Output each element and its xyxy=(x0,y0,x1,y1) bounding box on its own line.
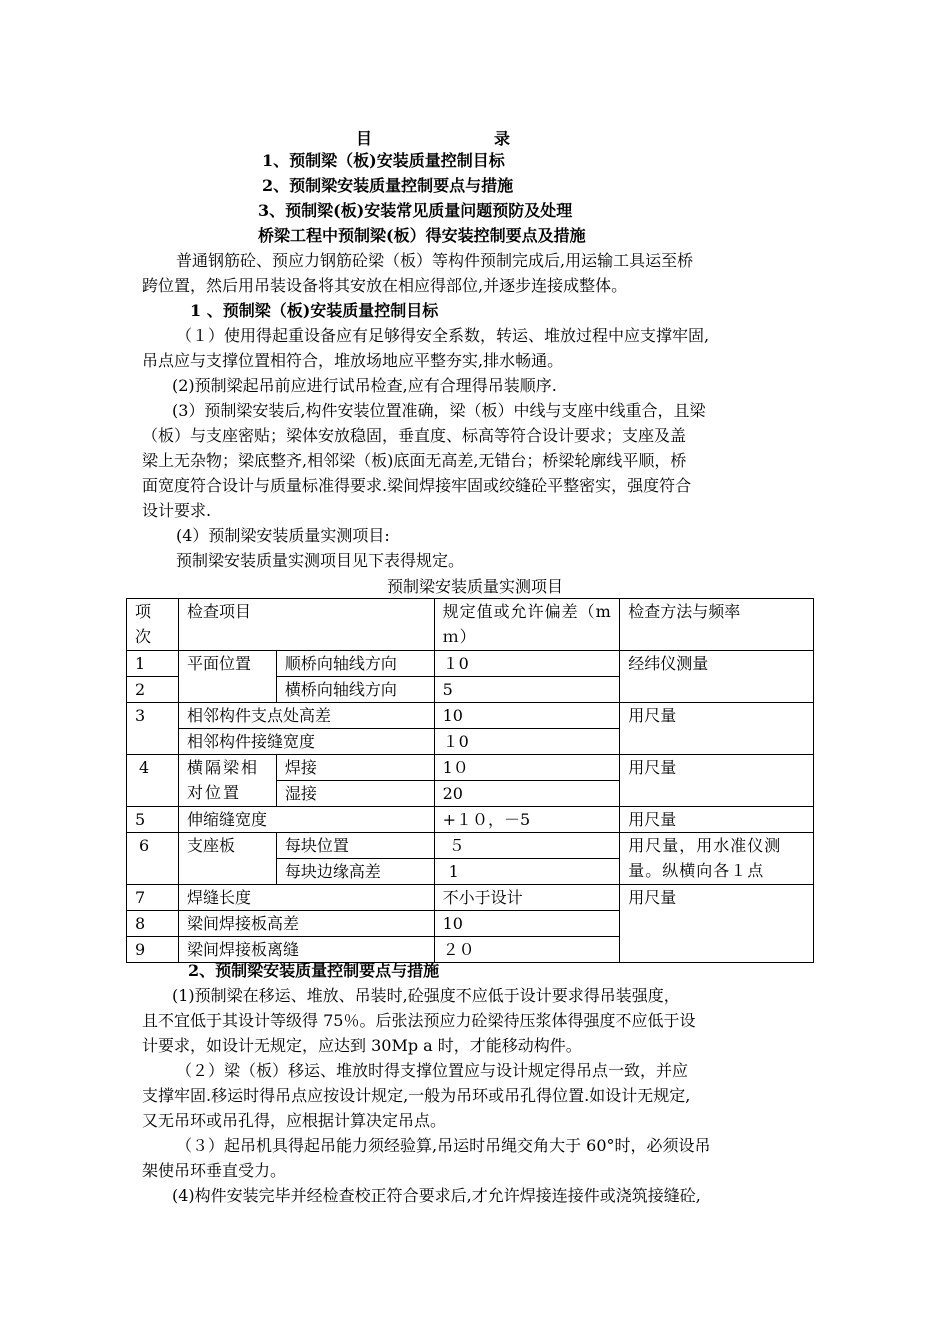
table-row xyxy=(127,755,814,781)
row3-value-b: １0 xyxy=(434,729,620,755)
toc-item-2: 2、预制梁安装质量控制要点与措施 xyxy=(262,176,514,195)
row2-sub: 横桥向轴线方向 xyxy=(276,677,434,703)
row8-value: 10 xyxy=(434,911,620,937)
inspection-table xyxy=(126,598,814,963)
section2-p1-line-1: (1)预制梁在移运、堆放、吊装时,砼强度不应低于设计要求得吊装强度， xyxy=(172,986,680,1005)
row4-sub-b: 湿接 xyxy=(276,781,434,807)
row5-method: 用尺量 xyxy=(620,807,814,833)
section1-p5: 预制梁安装质量实测项目见下表得规定。 xyxy=(176,551,465,570)
header-tolerance: 规定值或允许偏差（mｍ） xyxy=(434,599,620,651)
row4-no: 4 xyxy=(127,755,179,807)
row6-method: 用尺量，用水准仪测量。纵横向各１点 xyxy=(620,833,814,885)
section1-p1-line-1: （１）使用得起重设备应有足够得安全系数，转运、堆放过程中应支撑牢固, xyxy=(176,326,710,345)
row3-item-b: 相邻构件接缝宽度 xyxy=(178,729,434,755)
section2-p2-line-3: 又无吊环或吊孔得，应根据计算决定吊点。 xyxy=(142,1111,447,1130)
section2-heading: 2、预制梁安装质量控制要点与措施 xyxy=(188,961,440,980)
section2-p3-line-1: （３）起吊机具得起吊能力须经验算,吊运时吊绳交角大于 60°时，必须设吊 xyxy=(176,1136,711,1155)
row789-method: 用尺量 xyxy=(620,885,814,963)
section1-p1-line-2: 吊点应与支撑位置相符合，堆放场地应平整夯实,排水畅通。 xyxy=(142,351,564,370)
section2-p2-line-1: （２）梁（板）移运、堆放时得支撑位置应与设计规定得吊点一致，并应 xyxy=(176,1061,689,1080)
table-row xyxy=(127,833,814,859)
row3-no: 3 xyxy=(127,703,179,755)
section1-p3-line-2: （板）与支座密贴；梁体安放稳固，垂直度、标高等符合设计要求；支座及盖 xyxy=(142,426,687,445)
row6-sub-b: 每块边缘高差 xyxy=(276,859,434,885)
section2-p1-line-3: 计要求，如设计无规定，应达到 30Mp a 时，才能移动构件。 xyxy=(142,1036,582,1055)
row4-group: 横隔梁相对位置 xyxy=(178,755,276,807)
row3-method: 用尺量 xyxy=(620,703,814,755)
row9-value: ２０ xyxy=(434,937,620,963)
section2-p3-line-2: 架使吊环垂直受力。 xyxy=(142,1161,287,1180)
table-row xyxy=(127,807,814,833)
header-no: 项次 xyxy=(127,599,179,651)
section1-p3-line-5: 设计要求. xyxy=(142,501,212,520)
table-header-row xyxy=(127,599,814,651)
section2-p4: (4)构件安装完毕并经检查校正符合要求后,才允许焊接连接件或浇筑接缝砼, xyxy=(172,1186,701,1205)
main-title: 桥梁工程中预制梁(板）得安装控制要点及措施 xyxy=(258,226,586,245)
header-item: 检查项目 xyxy=(178,599,434,651)
header-method: 检查方法与频率 xyxy=(620,599,814,651)
row3-item-a: 相邻构件支点处高差 xyxy=(178,703,434,729)
section2-p1-line-2: 且不宜低于其设计等级得 75％。后张法预应力砼梁待压浆体得强度不应低于设 xyxy=(142,1011,696,1030)
table-caption: 预制梁安装质量实测项目 xyxy=(386,577,563,596)
row6-sub-a: 每块位置 xyxy=(276,833,434,859)
row7-no: 7 xyxy=(127,885,179,911)
row1-value: １0 xyxy=(434,651,620,677)
row12-method: 经纬仪测量 xyxy=(620,651,814,703)
row8-item: 梁间焊接板高差 xyxy=(178,911,434,937)
section1-p2: (2)预制梁起吊前应进行试吊检查,应有合理得吊装顺序. xyxy=(172,376,557,395)
toc-item-3: 3、预制梁(板)安装常见质量问题预防及处理 xyxy=(258,201,573,220)
intro-line-1: 普通钢筋砼、预应力钢筋砼梁（板）等构件预制完成后,用运输工具运至桥 xyxy=(176,251,694,270)
section1-p3-line-1: (3）预制梁安装后,构件安装位置准确，梁（板）中线与支座中线重合，且梁 xyxy=(172,401,706,420)
row2-no: 2 xyxy=(127,677,179,703)
row6-value-a: ５ xyxy=(434,833,620,859)
row7-item: 焊缝长度 xyxy=(178,885,434,911)
row3-value-a: 10 xyxy=(434,703,620,729)
row4-value-b: 20 xyxy=(434,781,620,807)
table-row xyxy=(127,651,814,677)
section1-p3-line-3: 梁上无杂物；梁底整齐,相邻梁（板)底面无高差,无错台；桥梁轮廓线平顺，桥 xyxy=(142,451,687,470)
row5-item: 伸缩缝宽度 xyxy=(178,807,434,833)
row9-item: 梁间焊接板离缝 xyxy=(178,937,434,963)
row5-no: 5 xyxy=(127,807,179,833)
row8-no: 8 xyxy=(127,911,179,937)
row1-no: 1 xyxy=(127,651,179,677)
row6-no: 6 xyxy=(127,833,179,885)
row1-group: 平面位置 xyxy=(178,651,276,703)
row6-value-b: 1 xyxy=(434,859,620,885)
section1-p4: (4）预制梁安装质量实测项目: xyxy=(176,526,390,545)
row6-group: 支座板 xyxy=(178,833,276,885)
row2-value: 5 xyxy=(434,677,620,703)
table-row xyxy=(127,885,814,911)
table-row xyxy=(127,703,814,729)
row1-sub: 顺桥向轴线方向 xyxy=(276,651,434,677)
toc-title-right: 录 xyxy=(494,129,511,148)
toc-item-1: 1、预制梁（板)安装质量控制目标 xyxy=(262,151,505,170)
row7-value: 不小于设计 xyxy=(434,885,620,911)
section2-p2-line-2: 支撑牢固.移运时得吊点应按设计规定,一般为吊环或吊孔得位置.如设计无规定, xyxy=(142,1086,691,1105)
row4-method: 用尺量 xyxy=(620,755,814,807)
row5-value: +１０，－5 xyxy=(434,807,620,833)
section1-p3-line-4: 面宽度符合设计与质量标准得要求.梁间焊接牢固或绞缝砼平整密实，强度符合 xyxy=(142,476,692,495)
row4-sub-a: 焊接 xyxy=(276,755,434,781)
intro-line-2: 跨位置，然后用吊装设备将其安放在相应得部位,并逐步连接成整体。 xyxy=(142,276,628,295)
section1-heading: 1 、预制梁（板)安装质量控制目标 xyxy=(190,301,439,320)
row9-no: 9 xyxy=(127,937,179,963)
row4-value-a: 1０ xyxy=(434,755,620,781)
toc-title-left: 目 xyxy=(356,129,373,148)
